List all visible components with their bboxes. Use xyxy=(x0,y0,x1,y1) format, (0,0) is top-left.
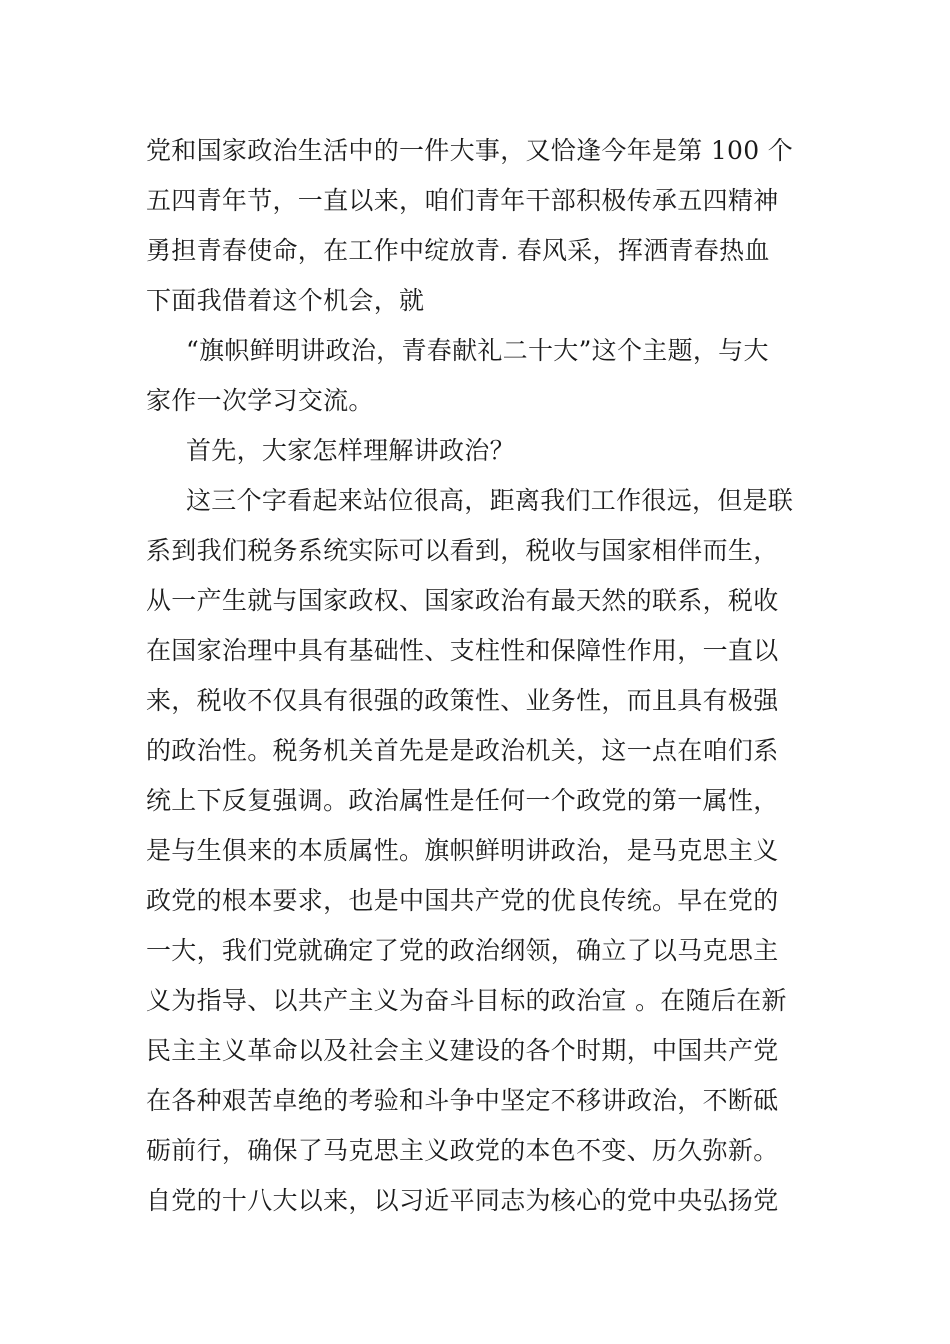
text-line: 从一产生就与国家政权、国家政治有最天然的联系，税收 xyxy=(146,586,779,615)
text-line: 统上下反复强调。政治属性是任何一个政党的第一属性， xyxy=(146,786,779,815)
text-line: 五四青年节，一直以来，咱们青年干部积极传承五四精神 xyxy=(146,186,779,215)
text-line: 家作一次学习交流。 xyxy=(146,386,374,415)
text-line: 政党的根本要求，也是中国共产党的优良传统。早在党的 xyxy=(146,886,779,915)
text-line: 勇担青春使命，在工作中绽放青. 春风采，挥洒青春热血 xyxy=(146,236,770,265)
text-line: 党和国家政治生活中的一件大事，又恰逢今年是第 100 个 xyxy=(146,136,794,165)
text-line: 是与生俱来的本质属性。旗帜鲜明讲政治，是马克思主义 xyxy=(146,836,779,865)
body-text xyxy=(146,126,816,1226)
text-line: 首先，大家怎样理解讲政治？ xyxy=(186,436,515,465)
text-line: 民主主义革命以及社会主义建设的各个时期，中国共产党 xyxy=(146,1036,779,1065)
text-line: 义为指导、以共产主义为奋斗目标的政治宣 。在随后在新 xyxy=(146,986,787,1015)
text-line: 砺前行，确保了马克思主义政党的本色不变、历久弥新。 xyxy=(146,1136,779,1165)
text-line: 在各种艰苦卓绝的考验和斗争中坚定不移讲政治，不断砥 xyxy=(146,1086,779,1115)
text-line: 在国家治理中具有基础性、支柱性和保障性作用，一直以 xyxy=(146,636,779,665)
text-line: 下面我借着这个机会，就 xyxy=(146,286,425,315)
text-line: 这三个字看起来站位很高，距离我们工作很远，但是联 xyxy=(186,486,794,515)
text-line: 一大，我们党就确定了党的政治纲领，确立了以马克思主 xyxy=(146,936,779,965)
text-line: 系到我们税务系统实际可以看到，税收与国家相伴而生， xyxy=(146,536,779,565)
text-line: “旗帜鲜明讲政治，青春献礼二十大”这个主题，与大 xyxy=(186,336,769,365)
text-line: 的政治性。税务机关首先是是政治机关，这一点在咱们系 xyxy=(146,736,779,765)
text-line: 自党的十八大以来，以习近平同志为核心的党中央弘扬党 xyxy=(146,1186,779,1215)
text-line: 来，税收不仅具有很强的政策性、业务性，而且具有极强 xyxy=(146,686,779,715)
